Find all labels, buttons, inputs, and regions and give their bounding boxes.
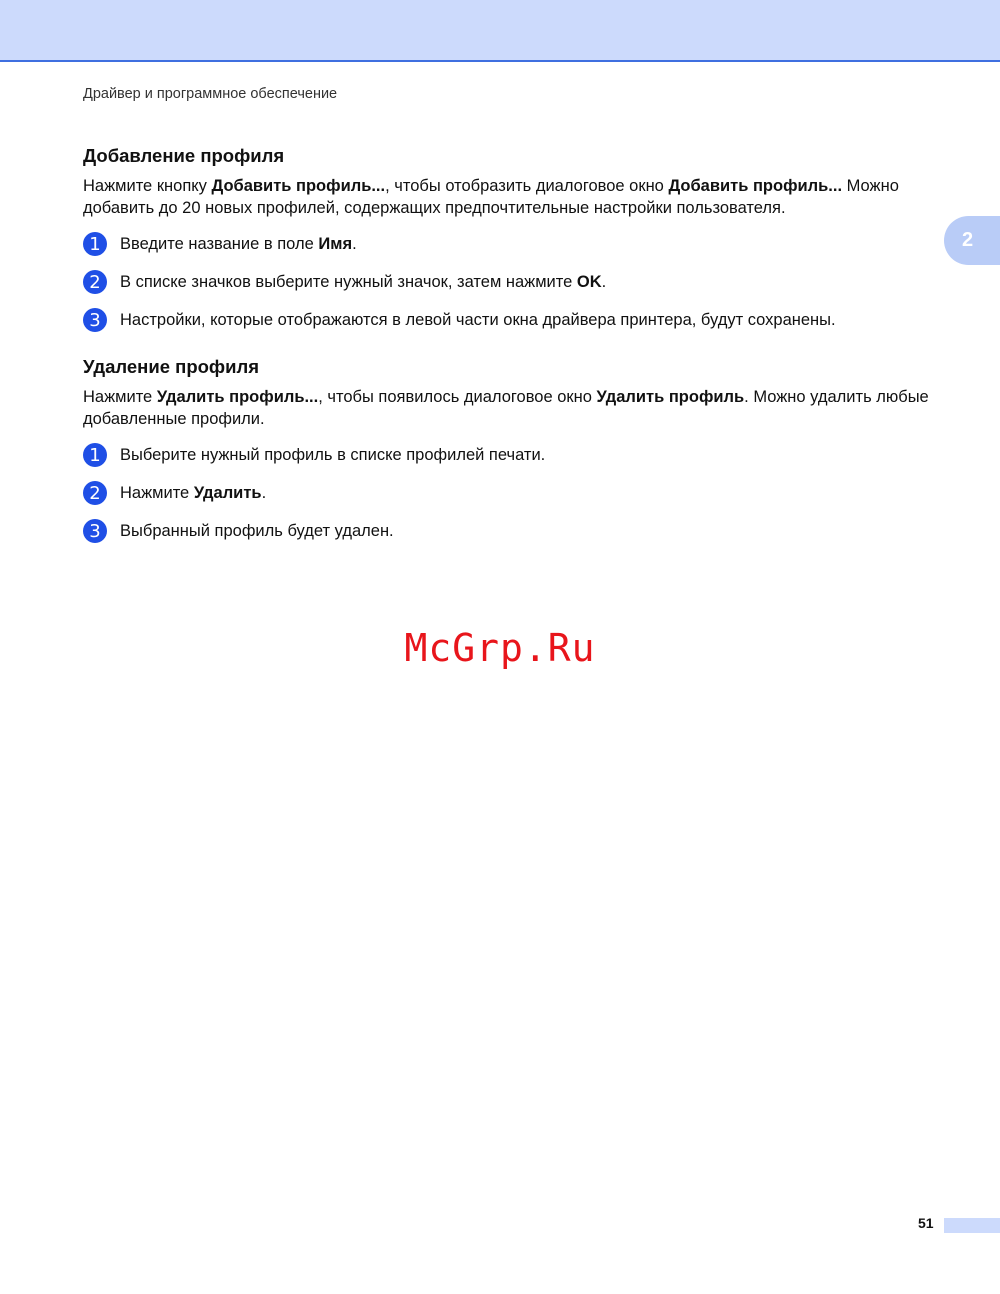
step-number-icon: 1 [83, 232, 107, 256]
page-number: 51 [918, 1215, 934, 1231]
delete-profile-intro: Нажмите Удалить профиль..., чтобы появилось диалоговое окно Удалить профиль. Можно удалить любые добавленные профили. [83, 388, 929, 428]
footer-tab [944, 1218, 1000, 1233]
chapter-number: 2 [962, 229, 974, 251]
header-band [0, 0, 1000, 62]
chapter-tab [944, 216, 1000, 265]
add-step-3 [83, 307, 943, 333]
step-text: В списке значков выберите нужный значок, затем нажмите OK. [120, 272, 607, 291]
add-step-2 [83, 269, 943, 295]
step-number-icon: 3 [83, 519, 107, 543]
running-header: Драйвер и программное обеспечение [83, 86, 338, 102]
step-text: Введите название в поле Имя. [120, 234, 357, 253]
step-text: Выберите нужный профиль в списке профилей печати. [120, 445, 546, 464]
step-text: Настройки, которые отображаются в левой части окна драйвера принтера, будут сохранены. [120, 310, 836, 329]
step-number-icon: 2 [83, 270, 107, 294]
step-number-icon: 3 [83, 308, 107, 332]
section-heading-add-profile: Добавление профиля [83, 145, 285, 166]
delete-step-2 [83, 480, 943, 506]
step-text: Нажмите Удалить. [120, 483, 267, 502]
watermark: McGrp.Ru [404, 626, 596, 670]
add-step-1 [83, 231, 943, 257]
step-number-icon: 2 [83, 481, 107, 505]
delete-step-1 [83, 442, 943, 468]
step-number-icon: 1 [83, 443, 107, 467]
add-profile-intro: Нажмите кнопку Добавить профиль..., чтобы отобразить диалоговое окно Добавить профиль... Можно добавить до 20 новых профилей, содержащих предпочтительные настройки пользователя. [83, 177, 899, 217]
section-heading-delete-profile: Удаление профиля [83, 356, 260, 377]
delete-step-3 [83, 518, 943, 544]
step-text: Выбранный профиль будет удален. [120, 521, 394, 540]
